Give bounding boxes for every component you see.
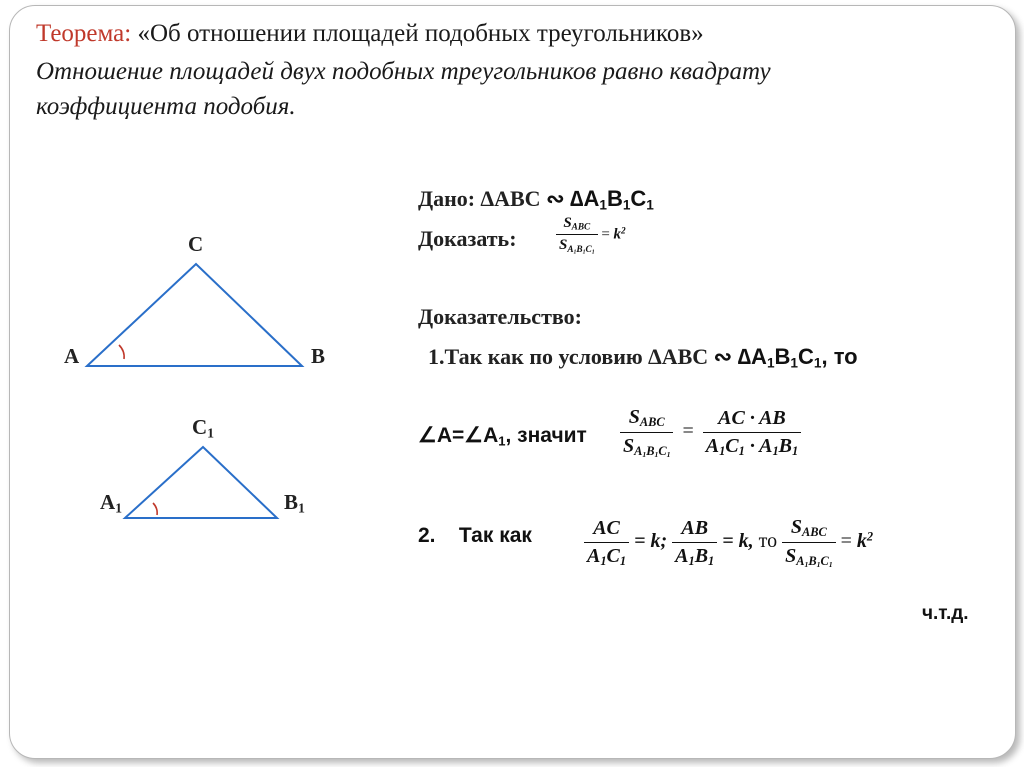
theorem-label: Теорема: bbox=[36, 20, 132, 47]
proof-step2: 2. Так как bbox=[418, 524, 532, 547]
prove-formula: $\frac{S_{ABC}}{S_{A_1B_1C_1}}$ = $k^2$ bbox=[556, 215, 626, 255]
theorem-statement-line1: Отношение площадей двух подобных треугольников равно квадрату bbox=[36, 58, 771, 85]
vertex-b-label: B bbox=[311, 344, 326, 368]
prove-label: Доказать: bbox=[418, 226, 517, 251]
area-ratio-formula: $\frac{S_{ABC}}{S_{A_1B_1C_1}}$ = $\frac{AC \cdot AB}{A_1C_1 \cdot A_1B_1}$ bbox=[620, 406, 801, 459]
proof-heading: Доказательство: bbox=[418, 304, 582, 329]
triangle-a1b1c1 bbox=[125, 447, 277, 518]
angle-mark-a1 bbox=[153, 503, 157, 515]
similar-symbol: ∾ bbox=[546, 186, 565, 211]
vertex-a-label: A bbox=[64, 344, 80, 368]
vertex-a1-label: $A_1$ bbox=[100, 490, 123, 516]
vertex-c-label: C bbox=[188, 232, 204, 256]
angle-mark-a bbox=[119, 345, 124, 359]
theorem-statement-line2: коэффициента подобия. bbox=[36, 93, 296, 120]
triangle-abc bbox=[87, 264, 302, 366]
given-line: Дано: ∆ABC ∾ $\Delta A_1B_1C_1$ bbox=[418, 186, 654, 213]
theorem-name: «Об отношении площадей подобных треугольников» bbox=[137, 20, 704, 47]
vertex-c1-label: $C_1$ bbox=[192, 415, 215, 441]
proof-step1: 1.Так как по условию ∆ABC ∾ $\Delta A_1B_1C_1$, то bbox=[428, 344, 858, 371]
vertex-b1-label: $B_1$ bbox=[284, 490, 305, 516]
qed-mark: ч.т.д. bbox=[922, 603, 969, 624]
angle-equality: $\angle A=\angle A_1$, значит bbox=[418, 424, 587, 449]
step2-formula: $\frac{AC}{A_1C_1}$ = k; $\frac{AB}{A_1B_1}$ = k, то $\frac{S_{ABC}}{S_{A_1B_1C_1}}$ = $k^2$ bbox=[584, 516, 873, 569]
